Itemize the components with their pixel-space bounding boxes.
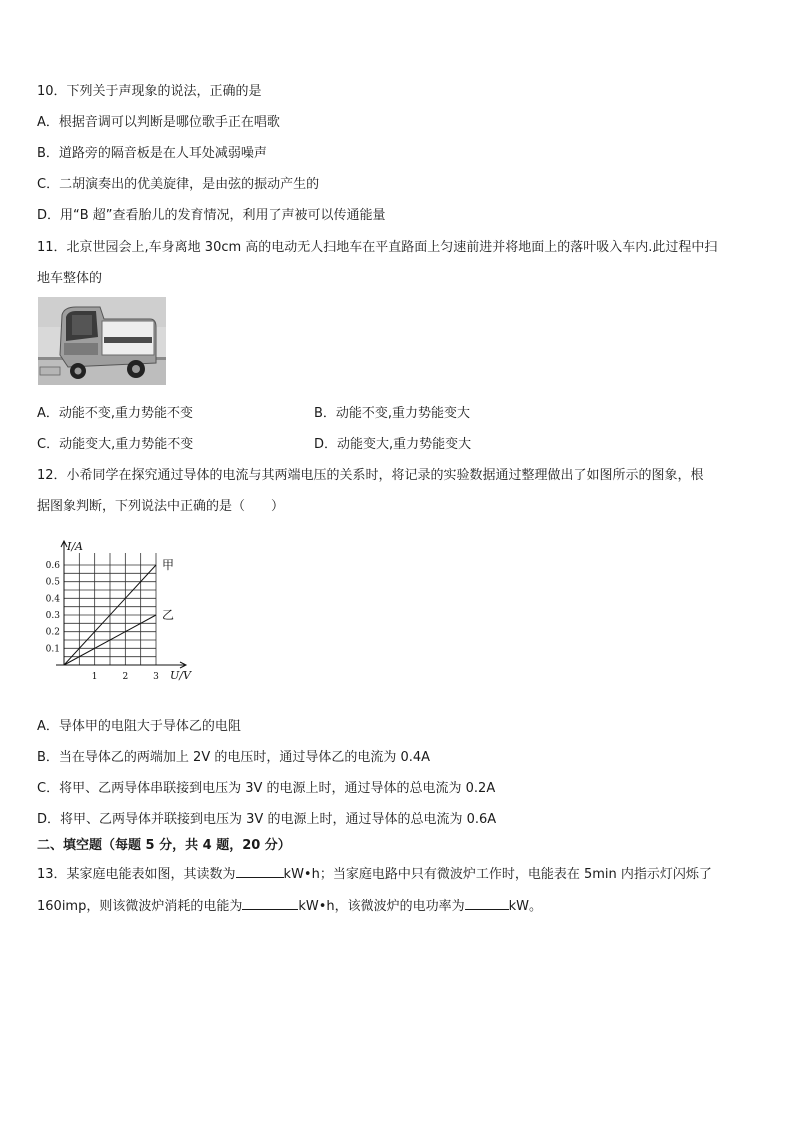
power-blank[interactable] bbox=[465, 896, 509, 910]
q13-text-2: kW•h；当家庭电路中只有微波炉工作时，电能表在 5min 内指示灯闪烁了 bbox=[283, 867, 712, 882]
x-axis-label: U/V bbox=[170, 669, 191, 682]
q10-stem: 10．下列关于声现象的说法，正确的是 bbox=[37, 84, 262, 99]
current-voltage-graph bbox=[40, 538, 200, 688]
y-tick-label: 0.3 bbox=[45, 611, 60, 621]
series-label-乙: 乙 bbox=[162, 608, 175, 622]
x-tick-label: 3 bbox=[153, 672, 159, 682]
q13-line2 bbox=[37, 896, 542, 915]
x-tick-label: 1 bbox=[91, 672, 98, 682]
q12-option-b: B．当在导体乙的两端加上 2V 的电压时，通过导体乙的电流为 0.4A bbox=[37, 750, 431, 765]
q13-text-1: 13．某家庭电能表如图，其读数为 bbox=[37, 867, 236, 882]
q13-text-4: kW•h，该微波炉的电功率为 bbox=[298, 899, 465, 914]
y-axis-label: I/A bbox=[67, 540, 83, 553]
q12-option-a: A．导体甲的电阻大于导体乙的电阻 bbox=[37, 719, 241, 734]
y-tick-label: 0.4 bbox=[45, 594, 60, 605]
section-heading: 二、填空题（每题 5 分，共 4 题，20 分） bbox=[37, 838, 291, 853]
q11-option-c: C．动能变大,重力势能不变 bbox=[37, 437, 194, 452]
q13-line1 bbox=[37, 864, 712, 883]
y-tick-label: 0.1 bbox=[45, 644, 60, 655]
y-tick-label: 0.6 bbox=[45, 561, 60, 571]
y-tick-label: 0.5 bbox=[45, 577, 60, 588]
q10-option-b: B．道路旁的隔音板是在人耳处减弱噪声 bbox=[37, 146, 267, 161]
q12-stem-line1: 12．小希同学在探究通过导体的电流与其两端电压的关系时，将记录的实验数据通过整理做出了如图所示的图象，根 bbox=[37, 468, 704, 483]
q11-stem-line2: 地车整体的 bbox=[37, 271, 103, 286]
x-tick-label: 2 bbox=[122, 672, 129, 682]
energy-blank[interactable] bbox=[242, 896, 298, 910]
meter-reading-blank[interactable] bbox=[236, 864, 284, 878]
q13-text-5: kW。 bbox=[508, 899, 543, 914]
graph-grid bbox=[64, 553, 156, 665]
q10-option-a: A．根据音调可以判断是哪位歌手正在唱歌 bbox=[37, 115, 280, 130]
q10-option-c: C．二胡演奏出的优美旋律，是由弦的振动产生的 bbox=[37, 177, 320, 192]
y-tick-label: 0.2 bbox=[45, 627, 60, 638]
q13-text-3: 160imp，则该微波炉消耗的电能为 bbox=[37, 899, 243, 914]
q10-option-d: D．用“B 超”查看胎儿的发育情况，利用了声被可以传通能量 bbox=[37, 208, 386, 223]
q12-option-c: C．将甲、乙两导体串联接到电压为 3V 的电源上时，通过导体的总电流为 0.2A bbox=[37, 781, 496, 796]
series-label-甲: 甲 bbox=[162, 558, 175, 572]
q11-option-b: B．动能不变,重力势能变大 bbox=[314, 406, 471, 421]
q12-option-d: D．将甲、乙两导体并联接到电压为 3V 的电源上时，通过导体的总电流为 0.6A bbox=[37, 812, 497, 827]
q11-stem-line1: 11．北京世园会上,车身离地 30cm 高的电动无人扫地车在平直路面上匀速前进并将地面上的落叶吸入车内.此过程中扫 bbox=[37, 240, 718, 255]
q11-option-d: D．动能变大,重力势能变大 bbox=[314, 437, 472, 452]
q12-stem-line2: 据图象判断，下列说法中正确的是（ ） bbox=[37, 499, 285, 514]
street-sweeper-photo bbox=[38, 297, 166, 385]
q11-option-a: A．动能不变,重力势能不变 bbox=[37, 406, 194, 421]
